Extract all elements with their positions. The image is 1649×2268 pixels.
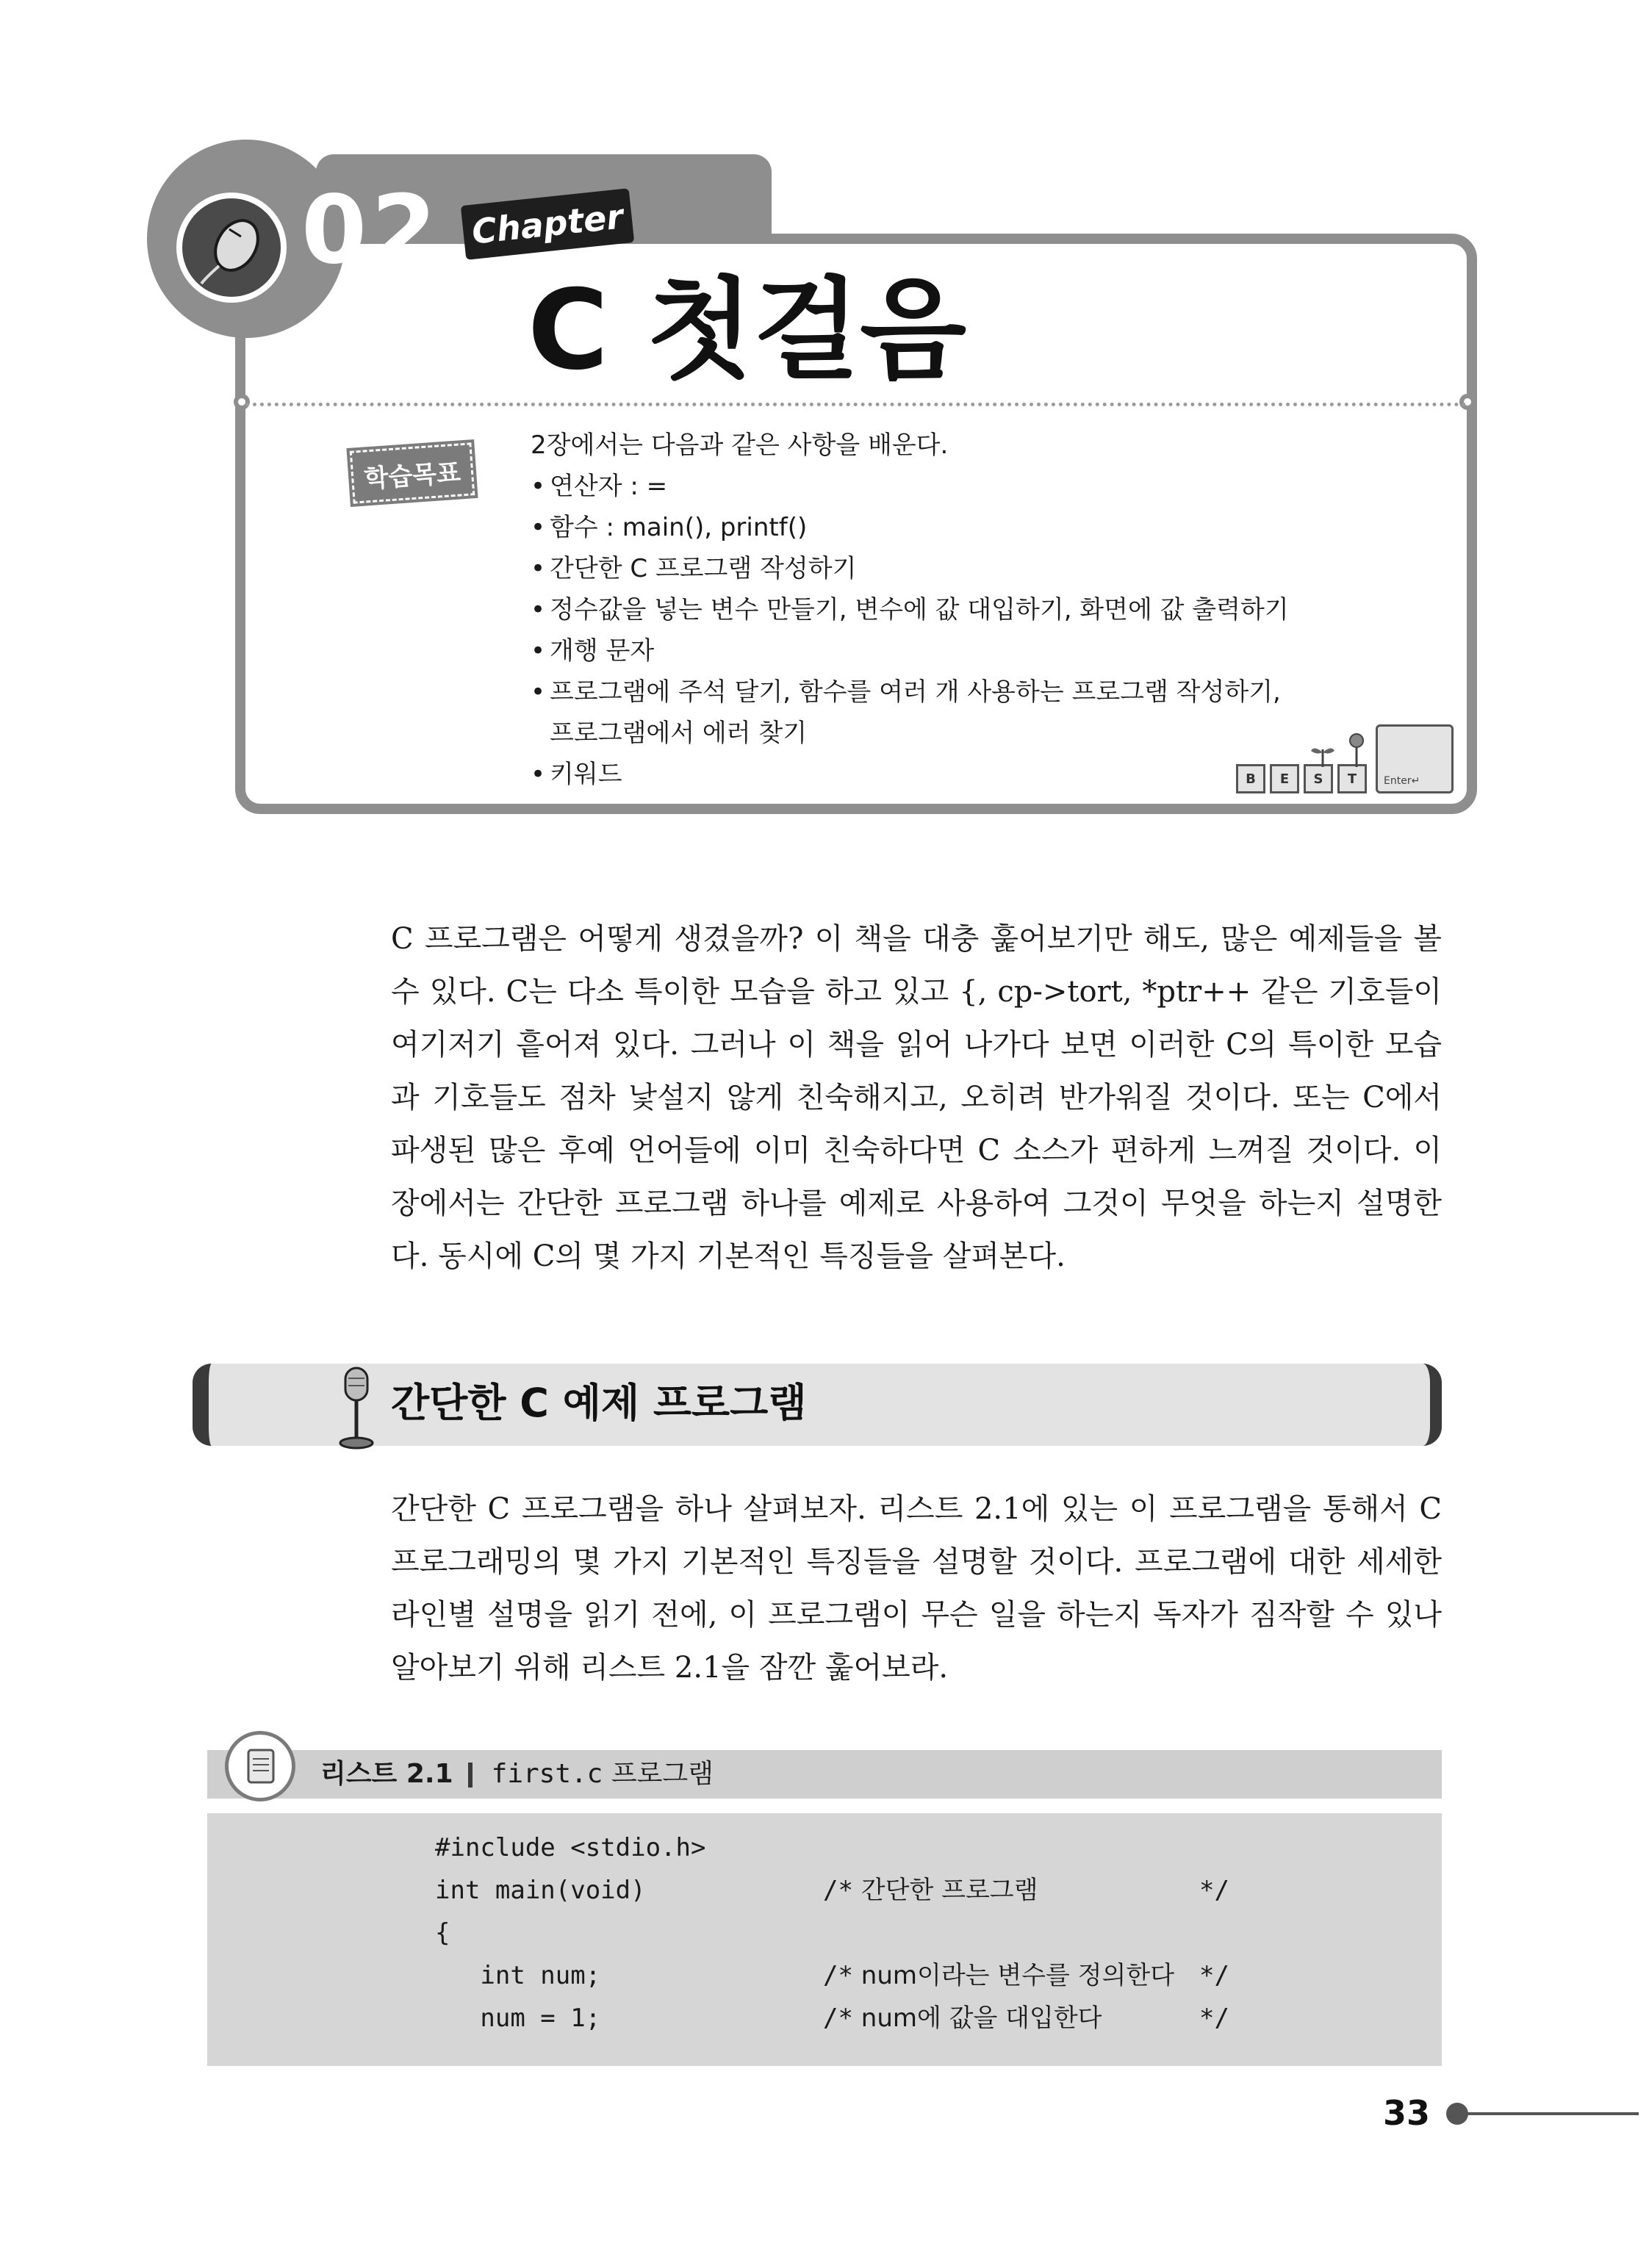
section-title: 간단한 C 예제 프로그램 [391,1380,807,1426]
comment-close: */ [1199,2004,1229,2033]
listing-caption [320,1752,714,1797]
header-divider [245,403,1467,406]
goal-item: • 함수 : main(), printf() [531,507,1427,548]
sprout-icon [1307,732,1373,768]
goal-item: • 정수값을 넣는 변수 만들기, 변수에 값 대입하기, 화면에 값 출력하기 [531,589,1427,630]
intro-paragraph: C 프로그램은 어떻게 생겼을까? 이 책을 대충 훑어보기만 해도, 많은 예제들을 볼 수 있다. C는 다소 특이한 모습을 하고 있고 {, cp->tort, *ptr++ 같은 기호들이 여기저기 흩어져 있다. 그러나 이 책을 읽어 나가다 보면 이러한 C의 특이한 모습과 기호들도 점차 낯설지 않게 친숙해지고, 오히려 반가워질 것이다. 또는 C에서 파생된 많은 후예 언어들에 이미 친숙하다면 C 소스가 편하게 느껴질 것이다. 이 장에서는 간단한 프로그램 하나를 예제로 사용하여 그것이 무엇을 하는지 설명한다. 동시에 C의 몇 가지 기본적인 특징들을 살펴본다. [391,922,1442,1273]
goals-badge: 학습목표 [350,442,475,503]
page-number-line [1465,2112,1639,2115]
listing-separator [468,1763,473,1788]
header-rivet-right [1459,394,1476,410]
chapter-label: Chapter [461,188,634,260]
goal-item: • 프로그램에 주석 달기, 함수를 여러 개 사용하는 프로그램 작성하기, 프로그램에서 에러 찾기 [531,672,1427,754]
listing-number: 리스트 2.1 [320,1759,453,1789]
page-number: 33 [1383,2093,1431,2133]
code-comment: /* 간단한 프로그램 [823,1876,1038,1905]
code-line: #include <stdio.h> [435,1833,706,1862]
code-comment: /* num이라는 변수를 정의한다 [823,1961,1175,1990]
microphone-icon [335,1364,379,1452]
goal-item: • 개행 문자 [531,630,1427,672]
code-block [207,1813,1442,2066]
goals-intro: 2장에서는 다음과 같은 사항을 배운다. [531,431,949,460]
listing-caption-text: 프로그램 [611,1759,714,1789]
listing-filename: first.c [491,1759,603,1789]
goal-item: • 연산자 : = [531,466,1427,507]
key-b: B [1236,764,1265,793]
chapter-title: C 첫걸음 [528,267,967,395]
enter-key: Enter↵ [1376,724,1454,793]
comment-close: */ [1199,1876,1229,1905]
code-line: { [435,1918,450,1948]
code-line: int main(void) [435,1876,646,1905]
best-keys-illustration [1236,724,1456,798]
header-rivet-left [234,394,250,410]
goal-item: • 간단한 C 프로그램 작성하기 [531,548,1427,589]
comment-close: */ [1199,1961,1229,1990]
goal-item: • 키워드 [531,754,1427,795]
scroll-icon [225,1731,295,1801]
code-line: num = 1; [435,2004,601,2033]
key-s: S [1304,764,1333,793]
key-t: T [1337,764,1367,793]
section-heading-bar [193,1364,1442,1446]
chapter-number: 02 [301,176,442,285]
code-line: int num; [435,1961,601,1990]
key-e: E [1270,764,1299,793]
section-paragraph: 간단한 C 프로그램을 하나 살펴보자. 리스트 2.1에 있는 이 프로그램을 통해서 C 프로그래밍의 몇 가지 기본적인 특징들을 설명할 것이다. 프로그램에 대한 세세한 라인별 설명을 읽기 전에, 이 프로그램이 무슨 일을 하는지 독자가 짐작할 수 있나 알아보기 위해 리스트 2.1을 잠깐 훑어보라. [391,1492,1442,1685]
mouse-icon [176,192,287,303]
code-comment: /* num에 값을 대입한다 [823,2004,1102,2033]
